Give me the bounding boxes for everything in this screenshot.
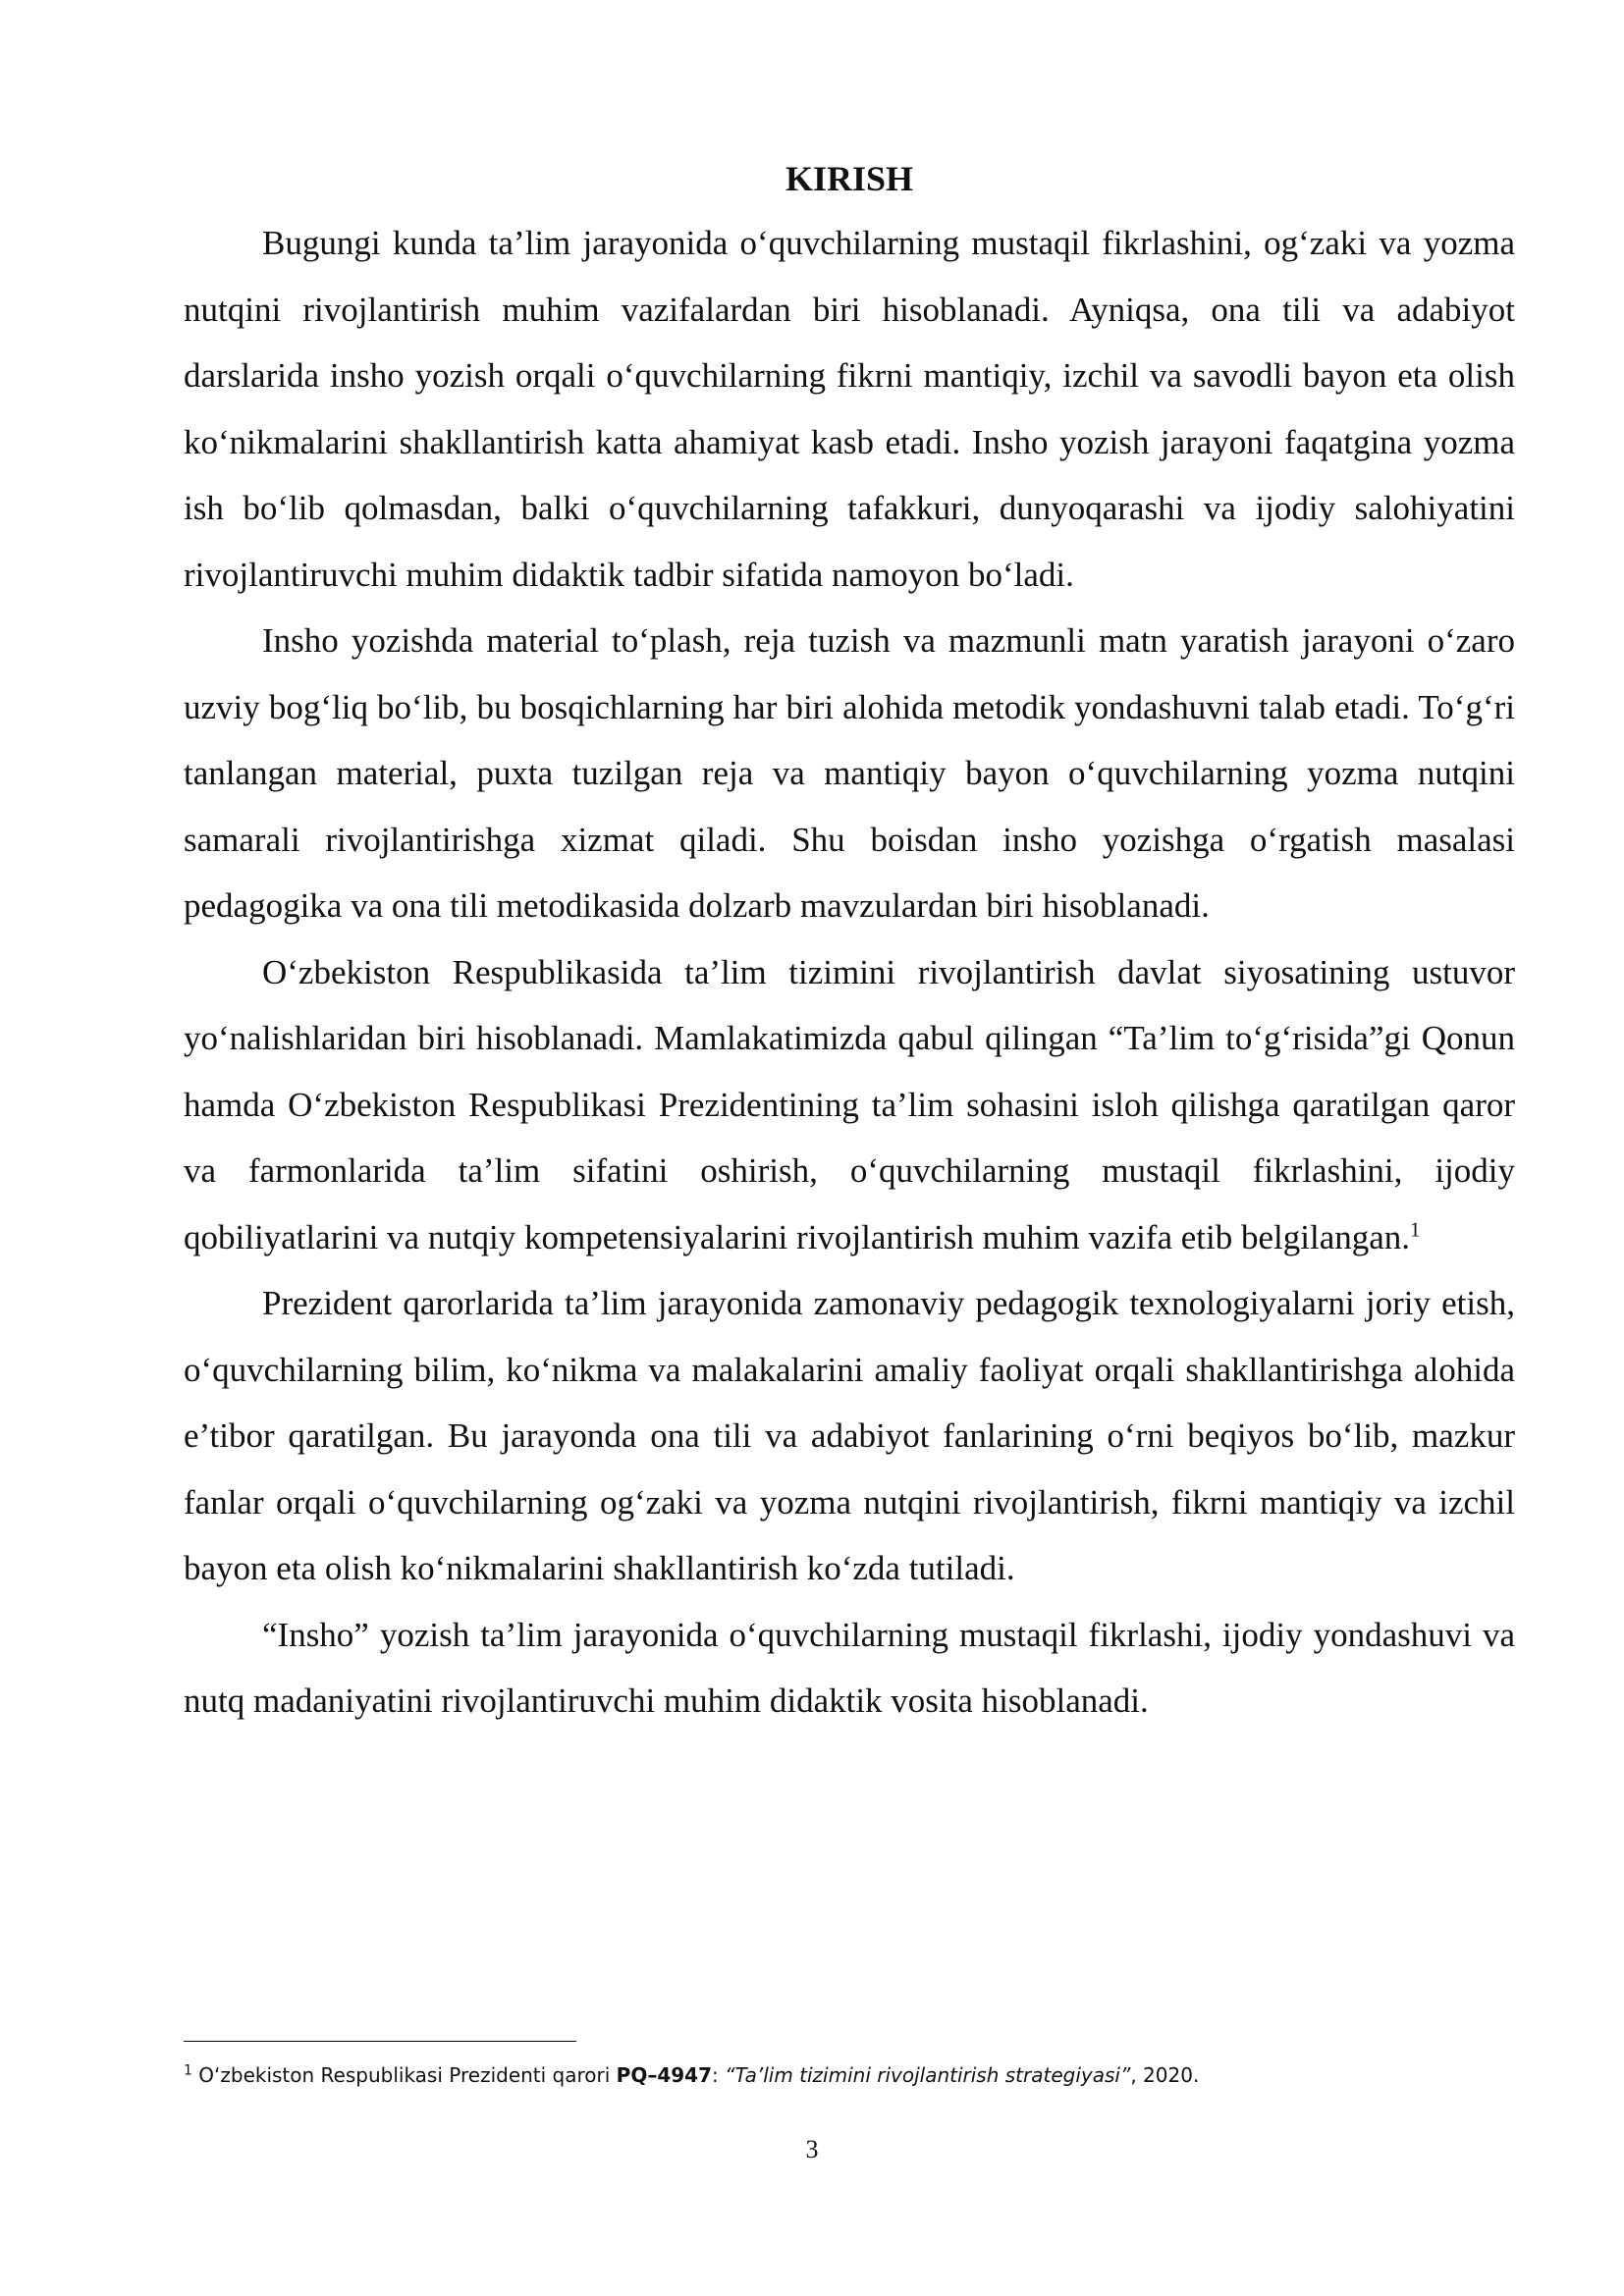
- footnote-decree-title: “Ta’lim tizimini rivojlantirish strategiyasi”: [725, 2063, 1131, 2087]
- footnote-separator-text: :: [712, 2063, 726, 2087]
- footnote-prefix: O‘zbekiston Respublikasi Prezidenti qarori: [191, 2063, 617, 2087]
- page-heading: KIRISH: [785, 159, 914, 198]
- footnote: [184, 2061, 1515, 2089]
- paragraph-3-text: O‘zbekiston Respublikasida ta’lim tizimini rivojlantirish davlat siyosatining ustuvor yo‘nalishlaridan biri hisoblanadi. Mamlakatimizda qabul qilingan “Ta’lim to‘g‘risida”gi Qonun hamda O‘zbekiston Respublikasi Prezidentining ta’lim sohasini isloh qilishga qaratilgan qaror va farmonlarida ta’lim sifatini oshirish, o‘quvchilarning mustaqil fikrlashini, ijodiy qobiliyatlarini va nutqiy kompetensiyalarini rivojlantirish muhim vazifa etib belgilangan.: [184, 952, 1515, 1256]
- footnote-suffix: , 2020.: [1130, 2063, 1200, 2087]
- paragraph-2: Insho yozishda material to‘plash, reja tuzish va mazmunli matn yaratish jarayoni o‘zaro uzviy bog‘liq bo‘lib, bu bosqichlarning har biri alohida metodik yondashuvni talab etadi. To‘g‘ri tanlangan material, puxta tuzilgan reja va mantiqiy bayon o‘quvchilarning yozma nutqini samarali rivojlantirishga xizmat qiladi. Shu boisdan insho yozishga o‘rgatish masalasi pedagogika va ona tili metodikasida dolzarb mavzulardan biri hisoblanadi.: [184, 621, 1515, 925]
- page-number: 3: [805, 2135, 819, 2163]
- footnote-marker: 1: [184, 2062, 192, 2079]
- paragraph-1: Bugungi kunda ta’lim jarayonida o‘quvchilarning mustaqil fikrlashini, og‘zaki va yozma nutqini rivojlantirish muhim vazifalardan biri hisoblanadi. Ayniqsa, ona tili va adabiyot darslarida insho yozish orqali o‘quvchilarning fikrni mantiqiy, izchil va savodli bayon eta olish ko‘nikmalarini shakllantirish katta ahamiyat kasb etadi. Insho yozish jarayoni faqatgina yozma ish bo‘lib qolmasdan, balki o‘quvchilarning tafakkuri, dunyoqarashi va ijodiy salohiyatini rivojlantiruvchi muhim didaktik tadbir sifatida namoyon bo‘ladi.: [184, 224, 1515, 594]
- paragraph-4: Prezident qarorlarida ta’lim jarayonida zamonaviy pedagogik texnologiyalarni joriy etish, o‘quvchilarning bilim, ko‘nikma va malakalarini amaliy faoliyat orqali shakllantirishga alohida e’tibor qaratilgan. Bu jarayonda ona tili va adabiyot fanlarining o‘rni beqiyos bo‘lib, mazkur fanlar orqali o‘quvchilarning og‘zaki va yozma nutqini rivojlantirish, fikrni mantiqiy va izchil bayon eta olish ko‘nikmalarini shakllantirish ko‘zda tutiladi.: [184, 1284, 1515, 1587]
- footnote-decree-code: PQ–4947: [616, 2063, 712, 2087]
- footnote-separator: [184, 2041, 576, 2042]
- paragraph-3: [184, 939, 1515, 1271]
- paragraph-5: “Insho” yozish ta’lim jarayonida o‘quvchilarning mustaqil fikrlashi, ijodiy yondashuvi va nutq madaniyatini rivojlantiruvchi muhim didaktik vosita hisoblanadi.: [184, 1615, 1515, 1720]
- footnote-reference: 1: [1410, 1216, 1421, 1241]
- page-body: [184, 155, 1515, 1735]
